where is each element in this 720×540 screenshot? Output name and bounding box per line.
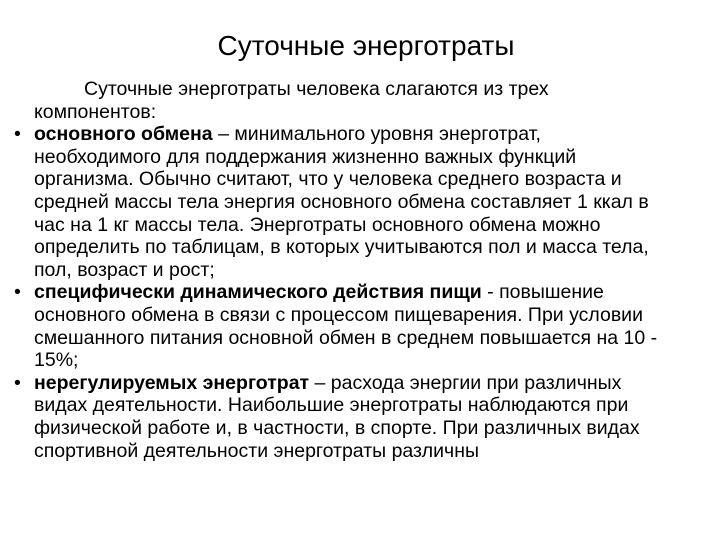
term-specific-dynamic-action: специфически динамического действия пищи [34,281,482,304]
list-item-unregulated-expenditure [12,372,672,462]
bullet-icon: • [14,123,21,146]
term-basal-metabolism: основного обмена [34,123,213,146]
term-unregulated-expenditure: нерегулируемых энерготрат [34,371,310,394]
bullet-icon: • [14,371,21,394]
item-text-specific-dynamic-action: - повышение основного обмена в связи с процессом пищеварения. При условии смешанного питания основной обмен в среднем повышается на 10 - 15%; [34,281,658,372]
slide-body [12,78,672,462]
item-text-basal-metabolism: – минимального уровня энерготрат, необходимого для поддержания жизненно важных функций организма. Обычно считают, что у человека среднего возраста и средней массы тела энергия основного обмена составляет 1 ккал в час на 1 кг массы тела. Энерготраты основного обмена можно определить по таблицам, в которых учитываются пол и масса тела, пол, возраст и рост; [34,123,649,281]
slide-title: Суточные энерготраты [217,30,515,61]
intro-paragraph: Суточные энерготраты человека слагаются из трех компонентов: [34,78,549,123]
list-item-specific-dynamic-action [12,281,672,371]
bullet-icon: • [14,281,21,304]
list-item-basal-metabolism [12,123,672,281]
item-text-unregulated-expenditure: – расхода энергии при различных видах деятельности. Наибольшие энерготраты наблюдаются при физической работе и, в частности, в спорте. При различных видах спортивной деятельности энерготраты различны [34,371,640,462]
